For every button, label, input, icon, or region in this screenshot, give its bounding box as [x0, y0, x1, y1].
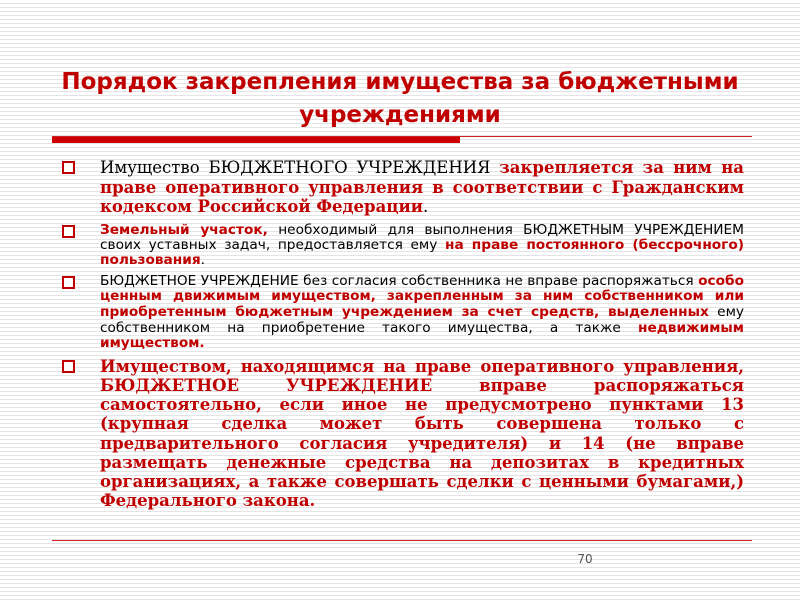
- bullet-2-text-3: на праве постоянного (бессрочного) пользования: [100, 236, 744, 269]
- bullet-item-3: [60, 274, 744, 352]
- bullet-3-text-2: особо ценным движимым имуществом, закрепленным за ним собственником или приобретенным бюджетным учреждением за счет средств, выделенных: [100, 272, 744, 320]
- bullet-3-text-1: БЮДЖЕТНОЕ УЧРЕЖДЕНИЕ без согласия собственника не вправе распоряжаться: [100, 272, 699, 289]
- square-bullet-icon: [62, 161, 75, 174]
- bullet-item-2: [60, 223, 744, 269]
- page-number: 70: [577, 552, 593, 566]
- square-bullet-icon: [62, 276, 75, 289]
- bullet-1-text-1: Имущество БЮДЖЕТНОГО УЧРЕЖДЕНИЯ: [100, 158, 500, 177]
- slide-title: Порядок закрепления имущества за бюджетными учреждениями: [61, 69, 739, 128]
- title-divider-thick: [52, 137, 460, 143]
- square-bullet-icon: [62, 360, 75, 373]
- bullet-list: [60, 158, 744, 515]
- bullet-2-text-1: Земельный участок,: [100, 221, 268, 238]
- bullet-2-text-2: необходимый для выполнения БЮДЖЕТНЫМ УЧРЕЖДЕНИЕМ своих уставных задач, предоставляется ему: [100, 221, 744, 253]
- square-bullet-icon: [62, 225, 75, 238]
- bullet-4-text-1: Имуществом, находящимся на праве оперативного управления, БЮДЖЕТНОЕ УЧРЕЖДЕНИЕ вправе распоряжаться самостоятельно, если иное не предусмотрено пунктами 13 (крупная сделка может быть совершена только с предварительного согласия учредителя) и 14 (не вправе размещать денежные средства на депозитах в кредитных организациях, а также совершать сделки с ценными бумагами,) Федерального закона.: [100, 356, 744, 511]
- bullet-1-text-2: закрепляется за ним на праве оперативного управления в соответствии с Гражданским кодексом Российской Федерации: [100, 158, 744, 216]
- bullet-3-text-4: недвижимым имуществом.: [100, 319, 744, 352]
- bullet-3-text-3: ему собственником на приобретение такого имущества, а также: [100, 303, 744, 336]
- bullet-item-4: [60, 357, 744, 511]
- bullet-item-1: [60, 158, 744, 217]
- bullet-2-text-4: .: [200, 252, 205, 269]
- bullet-1-text-3: .: [422, 197, 429, 216]
- footer-divider: [52, 540, 752, 541]
